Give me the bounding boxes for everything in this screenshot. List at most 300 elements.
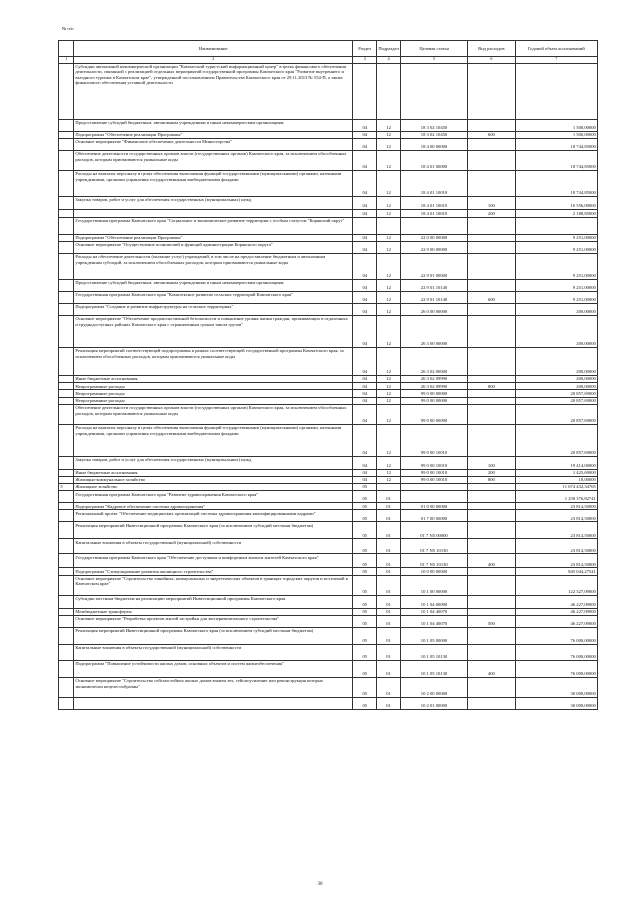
row-section-cell: 05 (353, 554, 377, 568)
column-number: 5 (400, 57, 467, 64)
row-target-article-cell: 10 1 05 10130 (400, 644, 467, 660)
row-number-cell: 5 (59, 484, 74, 491)
table-row (59, 503, 598, 510)
row-number-cell (59, 303, 74, 315)
row-subsection-cell: 12 (377, 138, 401, 150)
table-row (59, 397, 598, 404)
table-row (59, 697, 598, 709)
row-name-cell: Государственная программа Камчатского края "Комплексное развитие сельских территорий Камчатского края" (74, 291, 353, 303)
row-subsection-cell: 01 (377, 503, 401, 510)
row-amount-cell: 23 814,50000 (515, 554, 597, 568)
row-target-article-cell: 26 3 00 00000 (400, 315, 467, 347)
row-target-article-cell: 26 0 00 00000 (400, 303, 467, 315)
table-row (59, 347, 598, 375)
row-amount-cell: 46 227,09000 (515, 595, 597, 608)
row-number-cell (59, 554, 74, 568)
row-amount-cell: 200,00000 (515, 303, 597, 315)
row-target-article-cell: 26 3 02 09990 (400, 383, 467, 390)
row-subsection-cell: 12 (377, 241, 401, 253)
row-target-article-cell: 22 0 00 00000 (400, 234, 467, 241)
row-target-article-cell: 10 1 05 10130 (400, 660, 467, 677)
row-target-article-cell: 99 0 00 10010 (400, 469, 467, 476)
table-row (59, 170, 598, 196)
row-amount-cell: 200,00000 (515, 375, 597, 382)
table-row (59, 456, 598, 469)
row-section-cell: 04 (353, 315, 377, 347)
column-number-row (59, 57, 598, 64)
row-amount-cell: 18 744,85000 (515, 170, 597, 196)
row-target-article-cell: 10 1 04 40070 (400, 608, 467, 615)
row-expense-type-cell: 800 (468, 383, 516, 390)
row-amount-cell: 9 251,00000 (515, 241, 597, 253)
row-amount-cell: 46 227,09000 (515, 615, 597, 627)
row-expense-type-cell (468, 510, 516, 522)
row-expense-type-cell (468, 568, 516, 575)
row-subsection-cell: 12 (377, 303, 401, 315)
row-expense-type-cell (468, 375, 516, 382)
row-expense-type-cell (468, 303, 516, 315)
row-subsection-cell: 12 (377, 397, 401, 404)
table-row (59, 484, 598, 491)
row-number-cell (59, 404, 74, 424)
row-subsection-cell: 01 (377, 608, 401, 615)
row-section-cell: 04 (353, 241, 377, 253)
row-number-cell (59, 424, 74, 456)
row-amount-cell: 23 814,50000 (515, 503, 597, 510)
table-row (59, 253, 598, 279)
row-section-cell: 04 (353, 291, 377, 303)
row-subsection-cell: 12 (377, 315, 401, 347)
row-expense-type-cell: 400 (468, 554, 516, 568)
row-target-article-cell (400, 217, 467, 234)
row-target-article-cell: 99 0 00 10010 (400, 424, 467, 456)
row-subsection-cell: 12 (377, 476, 401, 483)
row-target-article-cell: 10 1 04 40070 (400, 615, 467, 627)
row-target-article-cell: 10 1 05 00000 (400, 627, 467, 644)
header-target-article: Целевая статья (400, 41, 467, 57)
row-amount-cell: 1 258 376,82741 (515, 491, 597, 503)
row-name-cell: Подпрограмма "Создание и развитие инфраструктуры на сельских территориях" (74, 303, 353, 315)
row-target-article-cell: 10 0 00 00000 (400, 568, 467, 575)
table-row (59, 390, 598, 397)
row-amount-cell: 1 500,00000 (515, 119, 597, 131)
row-section-cell: 04 (353, 375, 377, 382)
table-row (59, 476, 598, 483)
row-subsection-cell: 12 (377, 170, 401, 196)
row-expense-type-cell (468, 595, 516, 608)
row-name-cell: Непрограммные расходы (74, 397, 353, 404)
row-subsection-cell: 01 (377, 697, 401, 709)
row-number-cell (59, 503, 74, 510)
row-section-cell: 05 (353, 595, 377, 608)
row-section-cell: 05 (353, 677, 377, 697)
table-row (59, 568, 598, 575)
row-name-cell: Обеспечение деятельности государственных органов власти (государственных органов) Камчатского края, за исключением обособленных расходов, которым присваиваются уникальные коды (74, 404, 353, 424)
row-name-cell: Подпрограмма "Обеспечение реализации Программы" (74, 234, 353, 241)
row-number-cell (59, 397, 74, 404)
row-amount-cell: 23 814,50000 (515, 522, 597, 539)
row-number-cell (59, 627, 74, 644)
column-number: 7 (515, 57, 597, 64)
table-row (59, 575, 598, 595)
row-target-article-cell (400, 491, 467, 503)
table-row (59, 595, 598, 608)
table-row (59, 196, 598, 209)
row-number-cell (59, 615, 74, 627)
row-name-cell: Подпрограмма "Обеспечение реализации Программы" (74, 131, 353, 138)
row-number-cell (59, 491, 74, 503)
table-row (59, 150, 598, 170)
row-expense-type-cell (468, 608, 516, 615)
row-number-cell (59, 170, 74, 196)
row-section-cell: 05 (353, 522, 377, 539)
row-subsection-cell: 01 (377, 660, 401, 677)
row-name-cell: Реализация мероприятий соответствующей подпрограммы в рамках соответствующей государственной программы Камчатского края, за исключением обособленных расходов, которым присваиваются уникальные коды (74, 347, 353, 375)
row-section-cell: 04 (353, 456, 377, 469)
table-row (59, 424, 598, 456)
row-name-cell: Основное мероприятие "Обеспечение продовольственной безопасности и повышение уровня жизни граждан, проживающих в отдаленных и труднодоступных районах Камчатского края с ограниченным сроком завоза грузов" (74, 315, 353, 347)
header-name: Наименование (74, 41, 353, 57)
row-section-cell: 05 (353, 644, 377, 660)
row-expense-type-cell: 400 (468, 660, 516, 677)
table-row (59, 291, 598, 303)
row-amount-cell: 18 744,85000 (515, 138, 597, 150)
row-subsection-cell: 12 (377, 234, 401, 241)
row-target-article-cell: 10 2 01 00000 (400, 697, 467, 709)
row-amount-cell: 845 044,27541 (515, 568, 597, 575)
table-row (59, 315, 598, 347)
row-subsection-cell (377, 484, 401, 491)
row-section-cell: 04 (353, 253, 377, 279)
row-number-cell (59, 539, 74, 554)
row-target-article-cell: 10 2 00 00000 (400, 677, 467, 697)
row-number-cell (59, 138, 74, 150)
row-number-cell (59, 217, 74, 234)
table-row (59, 627, 598, 644)
row-number-cell (59, 209, 74, 217)
row-amount-cell: 20 857,69000 (515, 397, 597, 404)
row-amount-cell: 1 425,69000 (515, 469, 597, 476)
row-section-cell: 04 (353, 476, 377, 483)
row-target-article-cell: 18 4 00 00000 (400, 138, 467, 150)
row-target-article-cell: 99 0 00 10010 (400, 476, 467, 483)
row-name-cell: Государственная программа Камчатского края "Социальное и экономическое развитие территории с особым статусом "Корякский округ" (74, 217, 353, 234)
table-row (59, 644, 598, 660)
row-amount-cell: 9 251,00000 (515, 253, 597, 279)
row-expense-type-cell (468, 677, 516, 697)
row-subsection-cell: 01 (377, 677, 401, 697)
row-expense-type-cell: 200 (468, 469, 516, 476)
row-subsection-cell: 12 (377, 469, 401, 476)
row-name-cell: Жилищно-коммунальное хозяйство (74, 476, 353, 483)
row-target-article-cell: 01 7 N5 10130 (400, 539, 467, 554)
row-amount-cell: 76 000,00000 (515, 660, 597, 677)
table-row (59, 234, 598, 241)
row-section-cell: 04 (353, 397, 377, 404)
table-row (59, 404, 598, 424)
row-amount-cell: 200,00000 (515, 347, 597, 375)
row-target-article-cell: 18 4 01 10010 (400, 209, 467, 217)
row-section-cell: 04 (353, 383, 377, 390)
column-number: 3 (353, 57, 377, 64)
row-section-cell (353, 217, 377, 234)
row-number-cell (59, 150, 74, 170)
row-name-cell: Подпрограмма "Повышение устойчивости жилых домов, основных объектов и систем жизнеобеспечения" (74, 660, 353, 677)
row-subsection-cell: 01 (377, 575, 401, 595)
row-amount-cell: 18 744,85000 (515, 150, 597, 170)
row-subsection-cell: 01 (377, 615, 401, 627)
row-amount-cell: 19 414,00000 (515, 456, 597, 469)
row-subsection-cell: 01 (377, 644, 401, 660)
row-expense-type-cell (468, 627, 516, 644)
table-row (59, 539, 598, 554)
row-section-cell: 05 (353, 484, 377, 491)
row-section-cell: 05 (353, 503, 377, 510)
row-subsection-cell: 12 (377, 347, 401, 375)
row-target-article-cell: 18 4 01 10010 (400, 196, 467, 209)
table-row (59, 522, 598, 539)
table-row (59, 677, 598, 697)
row-target-article-cell: 01 0 00 00000 (400, 503, 467, 510)
row-section-cell: 04 (353, 119, 377, 131)
row-target-article-cell: 01 7 N5 00000 (400, 522, 467, 539)
row-name-cell: Подпрограмма "Стимулирование развития жилищного строительства" (74, 568, 353, 575)
row-expense-type-cell (468, 217, 516, 234)
row-number-cell (59, 315, 74, 347)
row-amount-cell (515, 63, 597, 119)
row-target-article-cell: 22 9 01 00000 (400, 253, 467, 279)
row-amount-cell: 23 814,50000 (515, 510, 597, 522)
header-annual-amount: Годовой объем ассигнований (515, 41, 597, 57)
row-name-cell: Расходы на выплаты персоналу в целях обеспечения выполнения функций государственными (муниципальными) органами, казенными учреждениями, органами управления государственными внебюджетными фондами (74, 424, 353, 456)
row-target-article-cell: 01 7 N5 10130 (400, 554, 467, 568)
table-row (59, 303, 598, 315)
row-amount-cell: 200,00000 (515, 383, 597, 390)
row-name-cell: Основное мероприятие "Разработка проектов жилой застройки для экспериментального строительства" (74, 615, 353, 627)
row-expense-type-cell (468, 150, 516, 170)
row-amount-cell: 9 251,00000 (515, 234, 597, 241)
table-row (59, 615, 598, 627)
row-subsection-cell: 01 (377, 568, 401, 575)
row-expense-type-cell (468, 347, 516, 375)
header-subsection: Подраздел (377, 41, 401, 57)
row-name-cell: Государственная программа Камчатского края "Обеспечение доступным и комфортным жильем жителей Камчатского края" (74, 554, 353, 568)
row-subsection-cell: 01 (377, 554, 401, 568)
table-row (59, 491, 598, 503)
row-subsection-cell: 01 (377, 491, 401, 503)
row-number-cell (59, 644, 74, 660)
row-amount-cell: 1 500,00000 (515, 131, 597, 138)
row-expense-type-cell: 200 (468, 209, 516, 217)
row-subsection-cell: 12 (377, 291, 401, 303)
table-row (59, 209, 598, 217)
row-expense-type-cell (468, 491, 516, 503)
row-name-cell: Закупка товаров, работ и услуг для обеспечения государственных (муниципальных) нужд (74, 456, 353, 469)
row-target-article-cell: 18 4 01 00000 (400, 150, 467, 170)
row-name-cell: Иные бюджетные ассигнования (74, 469, 353, 476)
row-section-cell: 04 (353, 196, 377, 209)
row-target-article-cell: 22 9 01 10140 (400, 279, 467, 291)
row-subsection-cell: 12 (377, 390, 401, 397)
row-number-cell (59, 568, 74, 575)
table-corner-label: № п/п (62, 26, 74, 31)
row-number-cell (59, 595, 74, 608)
row-subsection-cell (377, 217, 401, 234)
row-number-cell (59, 347, 74, 375)
row-number-cell (59, 119, 74, 131)
row-name-cell: Закупка товаров, работ и услуг для обеспечения государственных (муниципальных) нужд (74, 196, 353, 209)
row-subsection-cell: 12 (377, 383, 401, 390)
row-target-article-cell: 99 0 00 00000 (400, 404, 467, 424)
row-subsection-cell: 12 (377, 209, 401, 217)
row-expense-type-cell (468, 253, 516, 279)
row-expense-type-cell (468, 575, 516, 595)
table-row (59, 375, 598, 382)
row-expense-type-cell (468, 404, 516, 424)
row-expense-type-cell (468, 522, 516, 539)
row-number-cell (59, 375, 74, 382)
row-number-cell (59, 390, 74, 397)
row-name-cell: Обеспечение деятельности государственных органов власти (государственных органов) Камчатского края, за исключением обособленных расходов, которым присваиваются уникальные коды (74, 150, 353, 170)
row-amount-cell (515, 217, 597, 234)
row-expense-type-cell (468, 503, 516, 510)
row-number-cell (59, 660, 74, 677)
row-expense-type-cell: 100 (468, 196, 516, 209)
row-subsection-cell: 01 (377, 539, 401, 554)
row-name-cell: Субсидии автономной некоммерческой организации "Камчатский туристский информационный центр" в целях финансового обеспечения деятельности, связанной с реализацией отдельных мероприятий государственной программы Камчатского края "Развитие внутреннего и въездного туризма в Камчатском крае", утвержденной постановлением Правительства Камчатского края от 29.11.2013 № 554-П, а также финансового обеспечения уставной деятельности (74, 63, 353, 119)
row-expense-type-cell (468, 234, 516, 241)
row-number-cell (59, 456, 74, 469)
row-subsection-cell: 01 (377, 522, 401, 539)
row-subsection-cell: 12 (377, 424, 401, 456)
row-subsection-cell: 12 (377, 456, 401, 469)
row-number-cell (59, 522, 74, 539)
row-subsection-cell: 12 (377, 375, 401, 382)
row-amount-cell: 9 251,00000 (515, 279, 597, 291)
row-target-article-cell (400, 484, 467, 491)
row-name-cell: Капитальные вложения в объекты государственной (муниципальной) собственности (74, 644, 353, 660)
row-target-article-cell: 18 4 01 10010 (400, 170, 467, 196)
row-expense-type-cell: 600 (468, 131, 516, 138)
table-row (59, 279, 598, 291)
row-expense-type-cell (468, 119, 516, 131)
row-section-cell: 04 (353, 347, 377, 375)
row-subsection-cell: 12 (377, 279, 401, 291)
table-body (59, 63, 598, 709)
table-row (59, 469, 598, 476)
row-amount-cell: 23 814,50000 (515, 539, 597, 554)
row-subsection-cell: 12 (377, 253, 401, 279)
row-section-cell: 04 (353, 131, 377, 138)
column-number: 4 (377, 57, 401, 64)
header-num (59, 41, 74, 57)
row-name-cell (74, 209, 353, 217)
row-number-cell (59, 697, 74, 709)
row-number-cell (59, 196, 74, 209)
row-expense-type-cell: 100 (468, 456, 516, 469)
row-amount-cell: 200,00000 (515, 315, 597, 347)
row-section-cell: 04 (353, 404, 377, 424)
row-amount-cell: 30 000,00000 (515, 697, 597, 709)
row-amount-cell: 11 674 432,34765 (515, 484, 597, 491)
row-amount-cell: 122 327,09000 (515, 575, 597, 595)
row-expense-type-cell (468, 279, 516, 291)
column-number: 2 (74, 57, 353, 64)
row-name-cell: Межбюджетные трансферты (74, 608, 353, 615)
row-name-cell: Реализация мероприятий Инвестиционной программы Камчатского края (за исключением субсидий местным бюджетам) (74, 522, 353, 539)
row-number-cell (59, 234, 74, 241)
row-amount-cell: 2 188,85000 (515, 209, 597, 217)
row-target-article-cell: 22 9 01 10140 (400, 291, 467, 303)
row-name-cell: Непрограммные расходы (74, 383, 353, 390)
row-target-article-cell: 99 0 00 10010 (400, 456, 467, 469)
row-subsection-cell: 01 (377, 595, 401, 608)
row-name-cell: Расходы на обеспечение деятельности (оказание услуг) учреждений, в том числе на предоставление бюджетным и автономным учреждениям субсидий, за исключением обособленных расходов, которым присваиваются уникальные коды (74, 253, 353, 279)
row-target-article-cell: 99 0 00 00000 (400, 397, 467, 404)
row-number-cell (59, 253, 74, 279)
row-section-cell: 04 (353, 469, 377, 476)
row-expense-type-cell: 600 (468, 291, 516, 303)
table-row (59, 217, 598, 234)
row-subsection-cell (377, 63, 401, 119)
row-amount-cell: 46 227,09000 (515, 608, 597, 615)
row-amount-cell: 16 556,00000 (515, 196, 597, 209)
table-row (59, 138, 598, 150)
row-expense-type-cell (468, 397, 516, 404)
row-section-cell: 05 (353, 575, 377, 595)
table-row (59, 131, 598, 138)
row-target-article-cell: 18 3 02 10450 (400, 119, 467, 131)
row-section-cell: 04 (353, 150, 377, 170)
row-number-cell (59, 469, 74, 476)
row-number-cell (59, 63, 74, 119)
row-name-cell: Иные бюджетные ассигнования (74, 375, 353, 382)
row-name-cell: Субсидии местным бюджетам на реализацию мероприятий Инвестиционной программы Камчатского края (74, 595, 353, 608)
row-number-cell (59, 510, 74, 522)
row-target-article-cell: 10 1 04 00000 (400, 595, 467, 608)
row-name-cell: Предоставление субсидий бюджетным, автономным учреждениям и иным некоммерческим организациям (74, 119, 353, 131)
row-name-cell: Капитальные вложения в объекты государственной (муниципальной) собственности (74, 539, 353, 554)
column-number: 6 (468, 57, 516, 64)
row-section-cell: 05 (353, 491, 377, 503)
table-row (59, 510, 598, 522)
table-header-row (59, 41, 598, 57)
row-name-cell: Непрограммные расходы (74, 390, 353, 397)
column-number: 1 (59, 57, 74, 64)
row-subsection-cell: 12 (377, 196, 401, 209)
row-number-cell (59, 476, 74, 483)
row-section-cell: 04 (353, 170, 377, 196)
row-expense-type-cell (468, 644, 516, 660)
row-name-cell: Основное мероприятие "Строительство линейных, коммунальных и энергетических объектов в границах городских округов и поселений в Камчатском крае" (74, 575, 353, 595)
row-amount-cell: 9 251,00000 (515, 291, 597, 303)
row-section-cell: 04 (353, 209, 377, 217)
row-number-cell (59, 291, 74, 303)
row-name-cell: Расходы на выплаты персоналу в целях обеспечения выполнения функций государственными (муниципальными) органами, казенными учреждениями, органами управления государственными внебюджетными фондами (74, 170, 353, 196)
row-section-cell: 04 (353, 138, 377, 150)
row-name-cell: Основное мероприятие "Финансовое обеспечение деятельности Министерства" (74, 138, 353, 150)
row-amount-cell: 76 000,00000 (515, 627, 597, 644)
budget-table (58, 40, 598, 710)
table-row (59, 660, 598, 677)
row-amount-cell: 30 000,00000 (515, 677, 597, 697)
row-amount-cell: 20 857,69000 (515, 404, 597, 424)
row-section-cell: 05 (353, 608, 377, 615)
row-subsection-cell: 01 (377, 510, 401, 522)
page-number: 30 (317, 882, 323, 887)
row-section-cell: 05 (353, 568, 377, 575)
row-name-cell: Подпрограмма "Кадровое обеспечение системы здравоохранения" (74, 503, 353, 510)
